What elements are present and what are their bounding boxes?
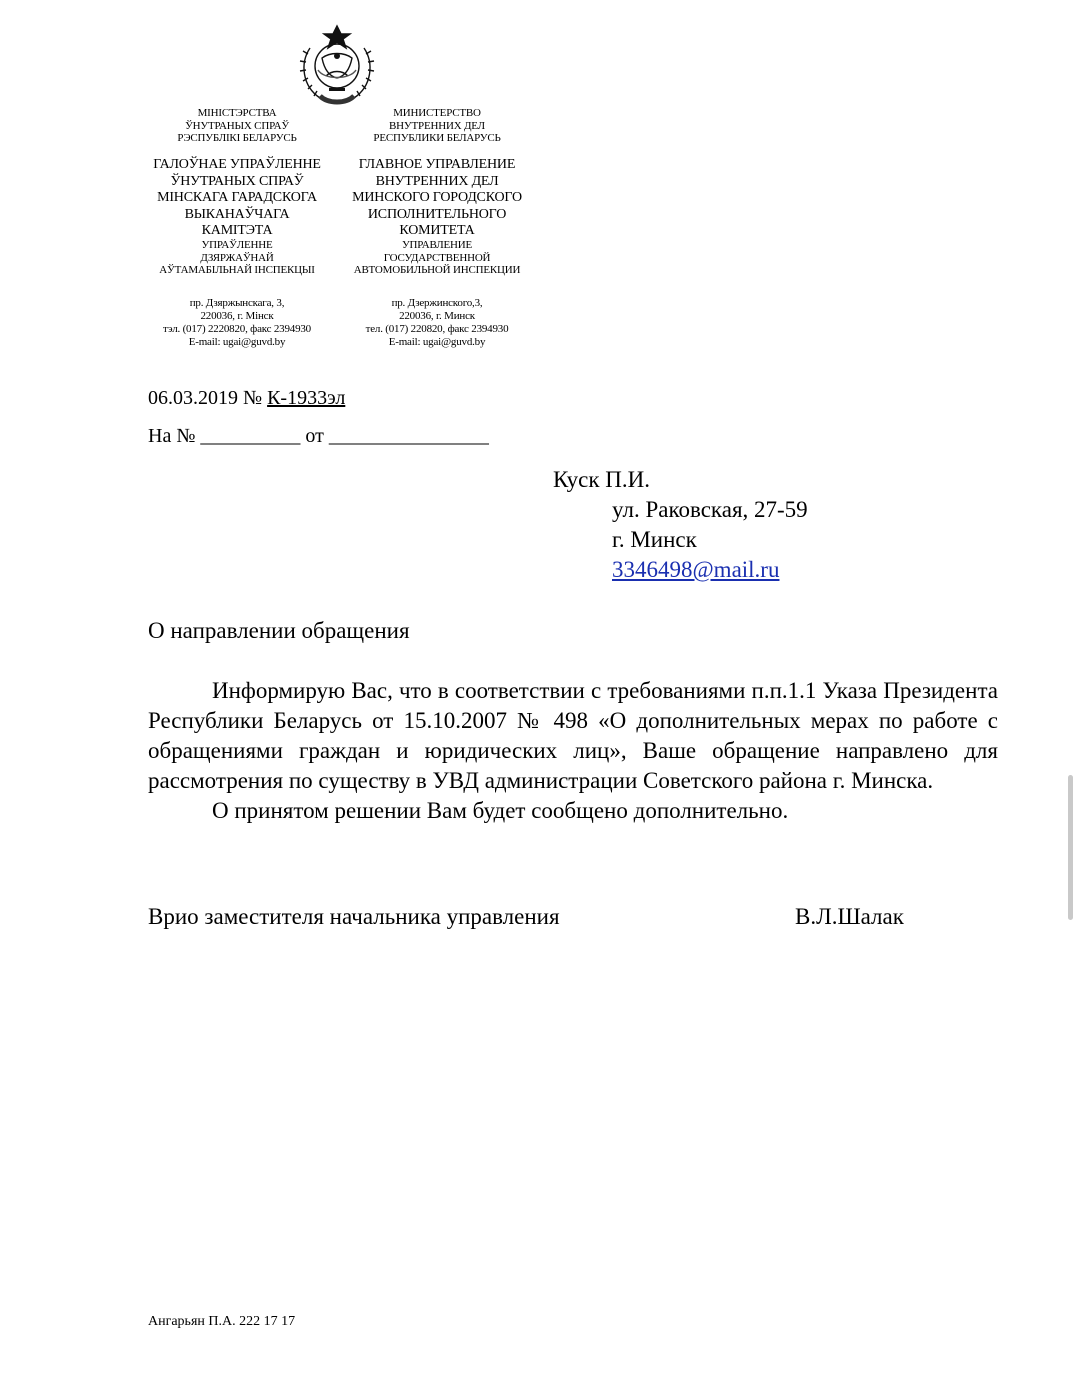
- coat-of-arms-icon: [292, 18, 382, 110]
- subdivision-name-be: УПРАЎЛЕННЕ ДЗЯРЖАЎНАЙ АЎТАМАБІЛЬНАЙ ІНСПЕКЦЫІ: [159, 239, 315, 276]
- executor-info: Ангарьян П.А. 222 17 17: [148, 1314, 296, 1329]
- department-name-ru: ГЛАВНОЕ УПРАВЛЕНИЕ ВНУТРЕННИХ ДЕЛ МИНСКОГО ГОРОДСКОГО ИСПОЛНИТЕЛЬНОГО КОМИТЕТА: [352, 157, 522, 238]
- recipient-name: Куск П.И.: [553, 467, 650, 492]
- body-paragraph: О принятом решении Вам будет сообщено дополнительно.: [212, 798, 789, 823]
- letter-body: [148, 676, 998, 826]
- outgoing-reference: [148, 386, 345, 410]
- signatory-name: В.Л.Шалак: [795, 904, 904, 929]
- subdivision-name-ru: УПРАВЛЕНИЕ ГОСУДАРСТВЕННОЙ АВТОМОБИЛЬНОЙ ИНСПЕКЦИИ: [353, 239, 521, 276]
- ministry-name-ru: МИНИСТЕРСТВО ВНУТРЕННИХ ДЕЛ РЕСПУБЛИКИ БЕЛАРУСЬ: [373, 107, 501, 144]
- department-name-be: ГАЛОЎНАЕ УПРАЎЛЕННЕ ЎНУТРАНЫХ СПРАЎ МІНСКАГА ГАРАДСКОГА ВЫКАНАЎЧАГА КАМІТЭТА: [153, 157, 321, 238]
- body-paragraph: Информирую Вас, что в соответствии с требованиями п.п.1.1 Указа Президента Республики Беларусь от 15.10.2007 № 498 «О дополнительных мерах по работе с обращениями граждан и юридических лиц», Ваше обращение направлено для рассмотрения по существу в УВД администрации Советского района г. Минска.: [148, 678, 998, 793]
- ministry-name-be: МІНІСТЭРСТВА ЎНУТРАНЫХ СПРАЎ РЭСПУБЛІКІ БЕЛАРУСЬ: [177, 107, 297, 144]
- signatory-position: Врио заместителя начальника управления: [148, 904, 560, 929]
- address-block-be: пр. Дзяржынскага, 3, 220036, г. Мінск тэл. (017) 2220820, факс 2394930 E-mail: ugai@guvd.by: [163, 297, 311, 348]
- outgoing-date: 06.03.2019: [148, 387, 238, 409]
- scrollbar[interactable]: [1068, 775, 1073, 920]
- number-sign: №: [243, 387, 263, 409]
- outgoing-number: К-1933эл: [267, 387, 346, 409]
- recipient-city: г. Минск: [612, 527, 697, 552]
- reply-reference-line: На № __________ от ________________: [148, 425, 489, 447]
- letter-subject: О направлении обращения: [148, 618, 410, 643]
- address-block-ru: пр. Дзержинского,3, 220036, г. Минск тел. (017) 220820, факс 2394930 E-mail: ugai@guvd.by: [365, 297, 509, 348]
- recipient-street: ул. Раковская, 27-59: [612, 497, 808, 522]
- recipient-email-link[interactable]: 3346498@mail.ru: [612, 557, 780, 582]
